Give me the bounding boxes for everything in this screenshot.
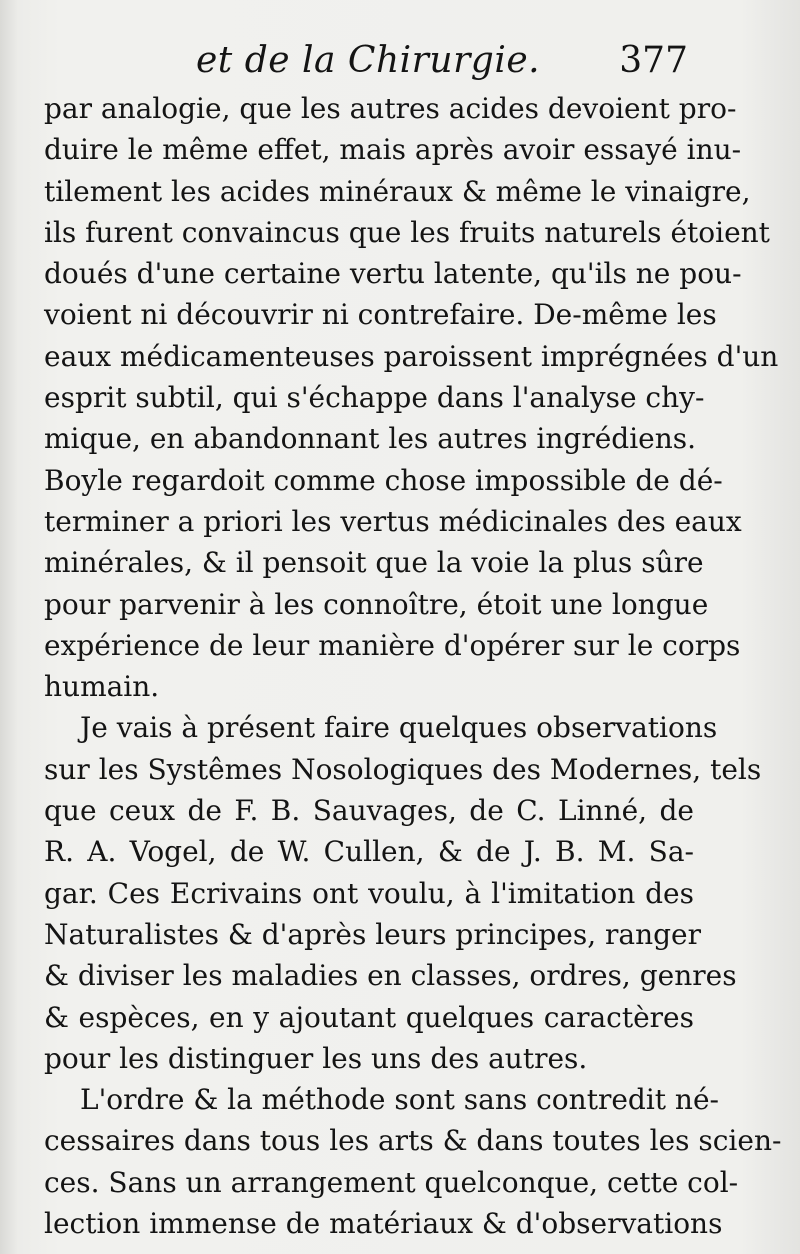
text-line: terminer a priori les vertus médicinales des eaux: [44, 504, 742, 538]
text-line: ces. Sans un arrangement quelconque, cette col-: [44, 1165, 739, 1199]
text-line: ils furent convaincus que les fruits naturels étoient: [44, 215, 770, 249]
text-line: Naturalistes & d'après leurs principes, ranger: [44, 917, 702, 951]
text-line: humain.: [44, 670, 160, 704]
text-line: mique, en abandonnant les autres ingrédiens.: [44, 422, 697, 456]
text-line: eaux médicamenteuses paroissent imprégnées d'un: [44, 339, 779, 373]
text-line: doués d'une certaine vertu latente, qu'ils ne pou-: [44, 257, 742, 291]
text-line: duire le même effet, mais après avoir essayé inu-: [44, 133, 742, 167]
text-line: pour parvenir à les connoître, étoit une longue: [44, 587, 709, 621]
text-line: Je vais à présent faire quelques observations: [80, 711, 718, 745]
text-line: gar. Ces Ecrivains ont voulu, à l'imitation des: [44, 876, 694, 910]
text-line: cessaires dans tous les arts & dans toutes les scien-: [44, 1124, 782, 1158]
text-line: L'ordre & la méthode sont sans contredit né-: [80, 1083, 719, 1117]
text-line: par analogie, que les autres acides devoient pro-: [44, 92, 737, 125]
body-text: [44, 88, 782, 1244]
text-line: voient ni découvrir ni contrefaire. De-même les: [44, 298, 717, 332]
text-line: expérience de leur manière d'opérer sur le corps: [44, 628, 741, 662]
text-line: pour les distinguer les uns des autres.: [44, 1041, 588, 1075]
running-title: et de la Chirurgie.: [196, 40, 541, 81]
text-line: R. A. Vogel, de W. Cullen, & de J. B. M. Sa-: [44, 835, 694, 869]
text-line: Boyle regardoit comme chose impossible de dé-: [44, 463, 723, 497]
page-number: 377: [619, 40, 688, 81]
text-line: que ceux de F. B. Sauvages, de C. Linné, de: [44, 794, 694, 828]
text-line: minérales, & il pensoit que la voie la plus sûre: [44, 546, 704, 580]
text-line: & diviser les maladies en classes, ordres, genres: [44, 959, 737, 993]
text-line: sur les Systêmes Nosologiques des Modernes, tels: [44, 752, 762, 786]
text-line: tilement les acides minéraux & même le vinaigre,: [44, 174, 751, 208]
text-line: esprit subtil, qui s'échappe dans l'analyse chy-: [44, 381, 705, 415]
text-line: & espèces, en y ajoutant quelques caractères: [44, 1000, 694, 1034]
page-header: [196, 40, 688, 90]
text-line: lection immense de matériaux & d'observations: [44, 1207, 723, 1241]
